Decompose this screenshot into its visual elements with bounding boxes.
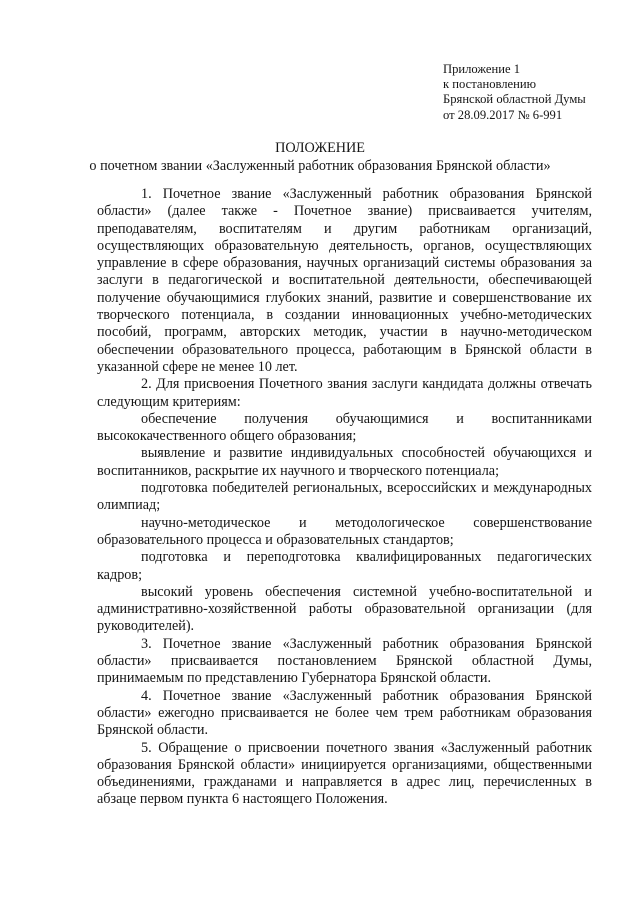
appendix-line: к постановлению [443, 77, 537, 92]
document-title: ПОЛОЖЕНИЕ [275, 140, 365, 156]
appendix-block [443, 62, 586, 123]
appendix-line: Приложение 1 [443, 62, 521, 76]
paragraph: 3. Почетное звание «Заслуженный работник образования Брянской области» присваивается постановлением Брянской областной Думы, принимаемым по представлению Губернатора Брянской области. [97, 635, 592, 687]
appendix-line: Брянской областной Думы [443, 92, 586, 107]
paragraph: подготовка победителей региональных, всероссийских и международных олимпиад; [97, 480, 592, 514]
paragraph: 5. Обращение о присвоении почетного звания «Заслуженный работник образования Брянской области» инициируется организациями, общественными объединениями, гражданами и направляется в адрес лиц, перечисленных в абзаце первом пункта 6 настоящего Положения. [97, 739, 592, 808]
paragraph: обеспечение получения обучающимися и воспитанниками высококачественного общего образования; [97, 410, 592, 445]
paragraph: 2. Для присвоения Почетного звания заслуги кандидата должны отвечать следующим критериям: [97, 376, 592, 410]
paragraph: подготовка и переподготовка квалифицированных педагогических кадров; [97, 549, 592, 583]
document-subtitle: о почетном звании «Заслуженный работник образования Брянской области» [89, 158, 551, 174]
paragraph: выявление и развитие индивидуальных способностей обучающихся и воспитанников, раскрытие их научного и творческого потенциала; [97, 445, 592, 479]
paragraph: 4. Почетное звание «Заслуженный работник образования Брянской области» ежегодно присваивается не более чем трем работникам образования Брянской области. [97, 687, 592, 739]
paragraph: высокий уровень обеспечения системной учебно-воспитательной и административно-хозяйственной работы образовательной организации (для руководителей). [97, 583, 592, 635]
document-body [97, 186, 592, 809]
paragraph: научно-методическое и методологическое совершенствование образовательного процесса и образовательных стандартов; [97, 514, 592, 548]
appendix-line: от 28.09.2017 № 6-991 [443, 107, 563, 122]
paragraph: 1. Почетное звание «Заслуженный работник образования Брянской области» (далее также - Почетное звание) присваивается учителям, преподавателям, воспитателям и другим работникам организаций, осуществляющих образовательную деятельность, органов, осуществляющих управление в сфере образования, научных организаций системы образования за заслуги в педагогической и воспитательной деятельности, обеспечивающей получение обучающимися глубоких знаний, развитие и совершенствование их творческого потенциала, в создании инновационных учебно-методических пособий, программ, авторских методик, участии в научно-методическом обеспечении образовательного процесса, работающим в Брянской области в указанной сфере не менее 10 лет. [97, 186, 592, 375]
